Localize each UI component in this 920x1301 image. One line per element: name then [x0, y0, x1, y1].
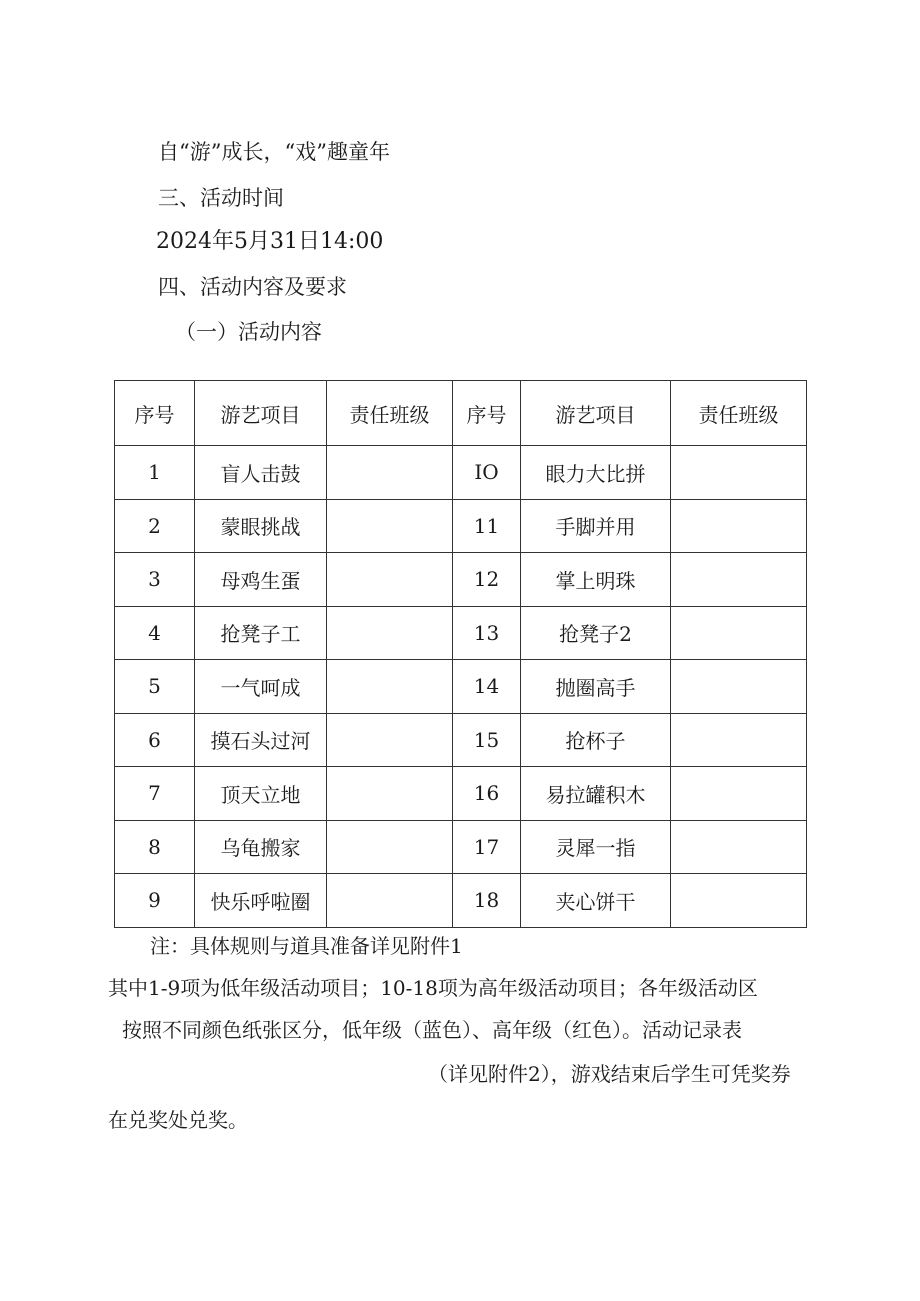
header-cell-left-item: 游艺项目: [195, 381, 327, 446]
right-no-cell: 12: [453, 553, 521, 607]
left-class-cell: [327, 553, 453, 607]
right-item-cell: 抛圈高手: [521, 660, 671, 714]
left-class-cell: [327, 874, 453, 928]
attachment-note: 注：具体规则与道具准备详见附件1: [150, 934, 463, 958]
section-activity-time-heading: 三、活动时间: [158, 186, 284, 210]
paragraph-line-1: 其中1-9项为低年级活动项目；10-18项为高年级活动项目；各年级活动区: [108, 976, 758, 1000]
right-no-cell: 17: [453, 820, 521, 874]
table-header-row: [115, 381, 807, 446]
left-class-cell: [327, 767, 453, 821]
left-no-cell: 2: [115, 499, 195, 553]
right-item-cell: 灵犀一指: [521, 820, 671, 874]
header-cell-right-no: 序号: [453, 381, 521, 446]
right-class-cell: [671, 874, 807, 928]
activity-datetime: 2024年5月31日14:00: [156, 229, 384, 254]
left-item-cell: 抢凳子工: [195, 606, 327, 660]
right-class-cell: [671, 606, 807, 660]
table-row: [115, 446, 807, 500]
left-class-cell: [327, 446, 453, 500]
left-class-cell: [327, 499, 453, 553]
left-no-cell: 3: [115, 553, 195, 607]
right-class-cell: [671, 820, 807, 874]
left-item-cell: 母鸡生蛋: [195, 553, 327, 607]
right-item-cell: 抢凳子2: [521, 606, 671, 660]
left-item-cell: 盲人击鼓: [195, 446, 327, 500]
left-no-cell: 7: [115, 767, 195, 821]
table-row: [115, 499, 807, 553]
table-row: [115, 767, 807, 821]
games-table: [114, 380, 807, 928]
right-class-cell: [671, 713, 807, 767]
left-no-cell: 5: [115, 660, 195, 714]
left-item-cell: 顶天立地: [195, 767, 327, 821]
table-row: [115, 553, 807, 607]
table-row: [115, 606, 807, 660]
right-item-cell: 手脚并用: [521, 499, 671, 553]
right-class-cell: [671, 660, 807, 714]
paragraph-line-4: 在兑奖处兑奖。: [108, 1108, 248, 1132]
left-no-cell: 1: [115, 446, 195, 500]
left-class-cell: [327, 660, 453, 714]
header-cell-left-no: 序号: [115, 381, 195, 446]
left-no-cell: 4: [115, 606, 195, 660]
left-no-cell: 9: [115, 874, 195, 928]
left-item-cell: 快乐呼啦圈: [195, 874, 327, 928]
right-item-cell: 夹心饼干: [521, 874, 671, 928]
right-no-cell: IO: [453, 446, 521, 500]
paragraph-line-2: 按照不同颜色纸张区分，低年级（蓝色）、高年级（红色）。活动记录表: [122, 1018, 742, 1042]
header-cell-left-class: 责任班级: [327, 381, 453, 446]
right-class-cell: [671, 446, 807, 500]
right-class-cell: [671, 499, 807, 553]
right-item-cell: 易拉罐积木: [521, 767, 671, 821]
right-item-cell: 抢杯子: [521, 713, 671, 767]
right-class-cell: [671, 767, 807, 821]
right-no-cell: 18: [453, 874, 521, 928]
right-no-cell: 16: [453, 767, 521, 821]
left-item-cell: 乌龟搬家: [195, 820, 327, 874]
subsection-activity-content-heading: （一）活动内容: [175, 320, 322, 344]
table-row: [115, 874, 807, 928]
right-item-cell: 眼力大比拼: [521, 446, 671, 500]
right-no-cell: 14: [453, 660, 521, 714]
left-item-cell: 蒙眼挑战: [195, 499, 327, 553]
paragraph-line-3: （详见附件2），游戏结束后学生可凭奖券: [428, 1062, 791, 1086]
right-item-cell: 掌上明珠: [521, 553, 671, 607]
left-item-cell: 一气呵成: [195, 660, 327, 714]
left-no-cell: 6: [115, 713, 195, 767]
theme-line: 自“游”成长，“戏”趣童年: [158, 140, 390, 164]
left-class-cell: [327, 820, 453, 874]
left-class-cell: [327, 606, 453, 660]
left-no-cell: 8: [115, 820, 195, 874]
right-no-cell: 13: [453, 606, 521, 660]
table-row: [115, 713, 807, 767]
right-class-cell: [671, 553, 807, 607]
header-cell-right-class: 责任班级: [671, 381, 807, 446]
left-item-cell: 摸石头过河: [195, 713, 327, 767]
left-class-cell: [327, 713, 453, 767]
right-no-cell: 11: [453, 499, 521, 553]
section-activity-content-heading: 四、活动内容及要求: [158, 275, 347, 299]
table-row: [115, 660, 807, 714]
right-no-cell: 15: [453, 713, 521, 767]
table-row: [115, 820, 807, 874]
header-cell-right-item: 游艺项目: [521, 381, 671, 446]
